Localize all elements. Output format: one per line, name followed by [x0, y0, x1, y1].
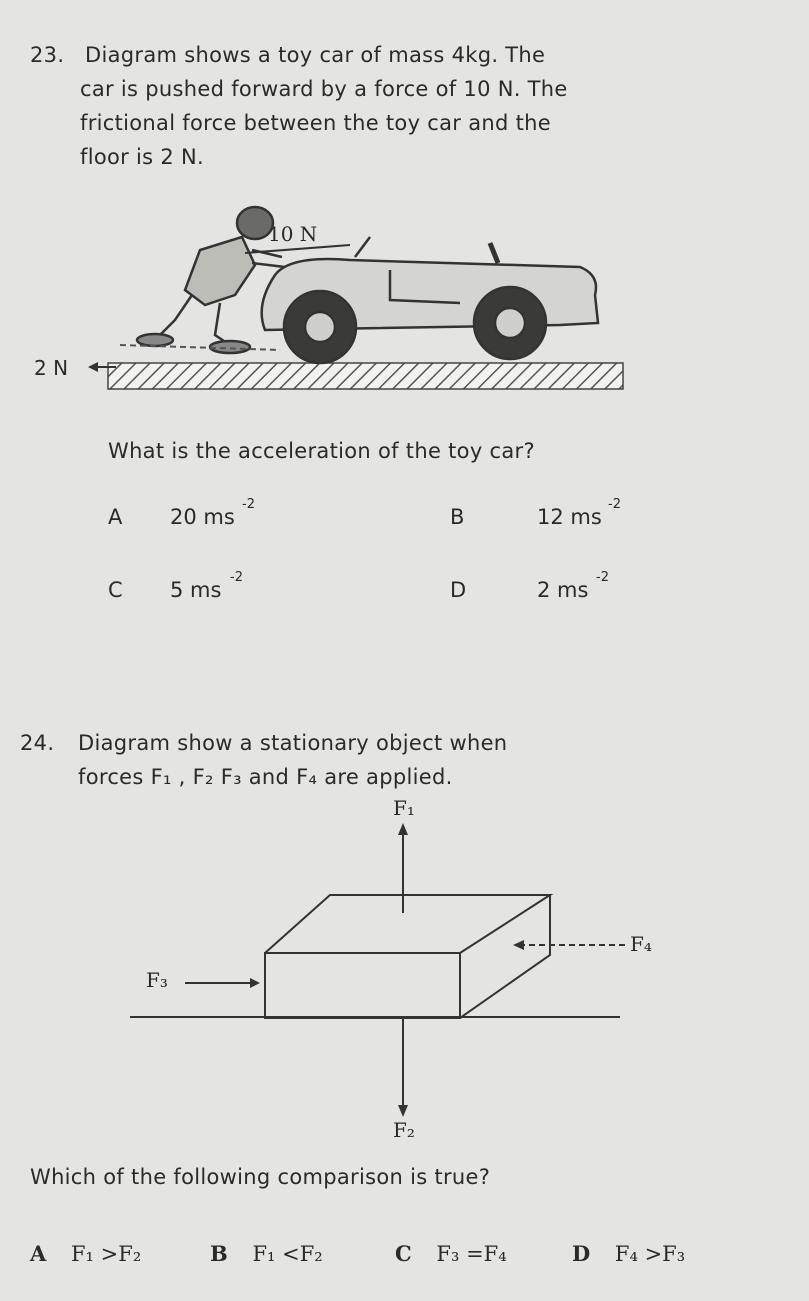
- toy-car: [262, 237, 598, 363]
- toy-car-diagram: [20, 195, 640, 405]
- option-value: 12 ms: [537, 505, 602, 529]
- option-exponent: -2: [608, 497, 621, 512]
- option-text: F₁ >F₂: [70, 1242, 142, 1266]
- floor-hatched: [108, 363, 623, 389]
- label-f4: F₄: [630, 932, 652, 956]
- block-front-face: [265, 953, 460, 1018]
- q24-option-d[interactable]: [572, 1241, 685, 1266]
- q24-number: 24.: [20, 731, 55, 755]
- q24-stem-line-2: forces F₁ , F₂ F₃ and F₄ are applied.: [78, 765, 453, 789]
- label-friction-force: 2 N: [34, 356, 69, 380]
- q23-option-d[interactable]: [450, 570, 609, 602]
- label-f3: F₃: [146, 968, 168, 992]
- q24-stem-line-1: Diagram show a stationary object when: [78, 731, 508, 755]
- q23-option-a[interactable]: [108, 497, 255, 529]
- q23-option-c[interactable]: [108, 570, 243, 602]
- option-letter: D: [450, 578, 467, 602]
- q23-stem-line-2: car is pushed forward by a force of 10 N. The: [80, 77, 568, 101]
- q24-option-b[interactable]: [210, 1241, 323, 1266]
- q23-question: What is the acceleration of the toy car?: [108, 439, 535, 463]
- label-push-force: 10 N: [268, 222, 318, 246]
- q23-option-b[interactable]: [450, 497, 621, 529]
- q23-stem-line-3: frictional force between the toy car and the: [80, 111, 551, 135]
- option-letter: D: [572, 1241, 591, 1266]
- label-f2: F₂: [393, 1118, 415, 1142]
- option-letter: B: [210, 1241, 228, 1266]
- option-exponent: -2: [596, 570, 609, 585]
- option-letter: B: [450, 505, 465, 529]
- q24-option-c[interactable]: [395, 1241, 507, 1266]
- option-value: 20 ms: [170, 505, 235, 529]
- option-letter: C: [395, 1241, 412, 1266]
- block-right-face: [460, 895, 550, 1018]
- option-text: F₁ <F₂: [252, 1242, 323, 1266]
- push-force-arrow: [245, 245, 350, 253]
- block-top-face: [265, 895, 550, 953]
- q24-option-a[interactable]: [30, 1241, 141, 1266]
- option-value: 5 ms: [170, 578, 222, 602]
- option-text: F₄ >F₃: [614, 1242, 686, 1266]
- option-value: 2 ms: [537, 578, 589, 602]
- block-force-diagram: [120, 795, 660, 1155]
- option-exponent: -2: [230, 570, 243, 585]
- option-letter: C: [108, 578, 123, 602]
- option-exponent: -2: [242, 497, 255, 512]
- option-text: F₃ =F₄: [436, 1242, 507, 1266]
- option-letter: A: [108, 505, 123, 529]
- q23-stem-line-1: Diagram shows a toy car of mass 4kg. The: [85, 43, 546, 67]
- label-f1: F₁: [393, 796, 415, 820]
- q23-stem-line-4: floor is 2 N.: [80, 145, 205, 169]
- q24-question: Which of the following comparison is true?: [30, 1165, 491, 1189]
- option-letter: A: [30, 1241, 47, 1266]
- q23-number: 23.: [30, 43, 65, 67]
- boy-figure: [137, 207, 285, 353]
